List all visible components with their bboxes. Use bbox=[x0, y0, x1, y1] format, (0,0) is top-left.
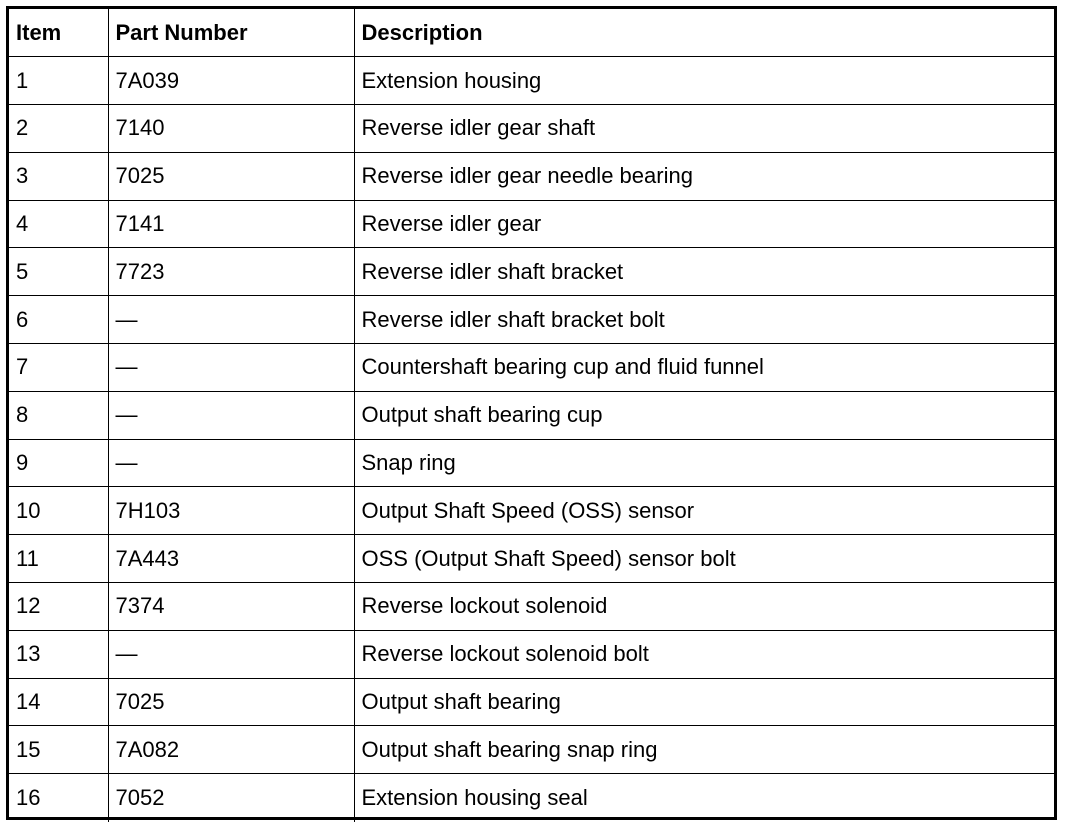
description-cell: Output shaft bearing snap ring bbox=[354, 726, 1054, 774]
part-number-cell: 7A039 bbox=[108, 57, 354, 105]
item-cell: 7 bbox=[9, 344, 108, 392]
description-cell: Snap ring bbox=[354, 439, 1054, 487]
item-cell: 15 bbox=[9, 726, 108, 774]
part-number-cell: — bbox=[108, 630, 354, 678]
description-cell: Reverse idler gear needle bearing bbox=[354, 152, 1054, 200]
table-body bbox=[9, 57, 1054, 822]
table-row bbox=[9, 678, 1054, 726]
table-row bbox=[9, 57, 1054, 105]
parts-table bbox=[9, 9, 1054, 822]
part-number-cell: 7A443 bbox=[108, 535, 354, 583]
description-cell: Reverse lockout solenoid bbox=[354, 583, 1054, 631]
part-number-cell: 7025 bbox=[108, 678, 354, 726]
description-cell: Reverse idler shaft bracket bolt bbox=[354, 296, 1054, 344]
part-number-cell: 7025 bbox=[108, 152, 354, 200]
description-cell: OSS (Output Shaft Speed) sensor bolt bbox=[354, 535, 1054, 583]
description-cell: Extension housing bbox=[354, 57, 1054, 105]
part-number-cell: — bbox=[108, 296, 354, 344]
header-item: Item bbox=[9, 9, 108, 57]
item-cell: 11 bbox=[9, 535, 108, 583]
description-cell: Reverse idler gear bbox=[354, 200, 1054, 248]
item-cell: 16 bbox=[9, 774, 108, 822]
description-cell: Output shaft bearing cup bbox=[354, 391, 1054, 439]
table-row bbox=[9, 344, 1054, 392]
header-part-number: Part Number bbox=[108, 9, 354, 57]
table-row bbox=[9, 535, 1054, 583]
item-cell: 12 bbox=[9, 583, 108, 631]
table-row bbox=[9, 391, 1054, 439]
table-row bbox=[9, 726, 1054, 774]
parts-table-frame bbox=[6, 6, 1057, 820]
table-header-row bbox=[9, 9, 1054, 57]
part-number-cell: — bbox=[108, 439, 354, 487]
item-cell: 10 bbox=[9, 487, 108, 535]
description-cell: Output shaft bearing bbox=[354, 678, 1054, 726]
table-row bbox=[9, 200, 1054, 248]
item-cell: 8 bbox=[9, 391, 108, 439]
table-row bbox=[9, 774, 1054, 822]
item-cell: 14 bbox=[9, 678, 108, 726]
table-row bbox=[9, 583, 1054, 631]
header-description: Description bbox=[354, 9, 1054, 57]
description-cell: Extension housing seal bbox=[354, 774, 1054, 822]
part-number-cell: 7141 bbox=[108, 200, 354, 248]
part-number-cell: 7H103 bbox=[108, 487, 354, 535]
table-row bbox=[9, 105, 1054, 153]
table-row bbox=[9, 152, 1054, 200]
item-cell: 9 bbox=[9, 439, 108, 487]
part-number-cell: 7374 bbox=[108, 583, 354, 631]
table-row bbox=[9, 487, 1054, 535]
part-number-cell: — bbox=[108, 391, 354, 439]
part-number-cell: — bbox=[108, 344, 354, 392]
description-cell: Reverse lockout solenoid bolt bbox=[354, 630, 1054, 678]
table-row bbox=[9, 630, 1054, 678]
description-cell: Reverse idler shaft bracket bbox=[354, 248, 1054, 296]
item-cell: 6 bbox=[9, 296, 108, 344]
part-number-cell: 7140 bbox=[108, 105, 354, 153]
item-cell: 3 bbox=[9, 152, 108, 200]
description-cell: Countershaft bearing cup and fluid funnel bbox=[354, 344, 1054, 392]
part-number-cell: 7723 bbox=[108, 248, 354, 296]
part-number-cell: 7052 bbox=[108, 774, 354, 822]
item-cell: 2 bbox=[9, 105, 108, 153]
description-cell: Output Shaft Speed (OSS) sensor bbox=[354, 487, 1054, 535]
part-number-cell: 7A082 bbox=[108, 726, 354, 774]
table-row bbox=[9, 439, 1054, 487]
item-cell: 4 bbox=[9, 200, 108, 248]
description-cell: Reverse idler gear shaft bbox=[354, 105, 1054, 153]
table-row bbox=[9, 296, 1054, 344]
item-cell: 5 bbox=[9, 248, 108, 296]
item-cell: 13 bbox=[9, 630, 108, 678]
table-row bbox=[9, 248, 1054, 296]
item-cell: 1 bbox=[9, 57, 108, 105]
